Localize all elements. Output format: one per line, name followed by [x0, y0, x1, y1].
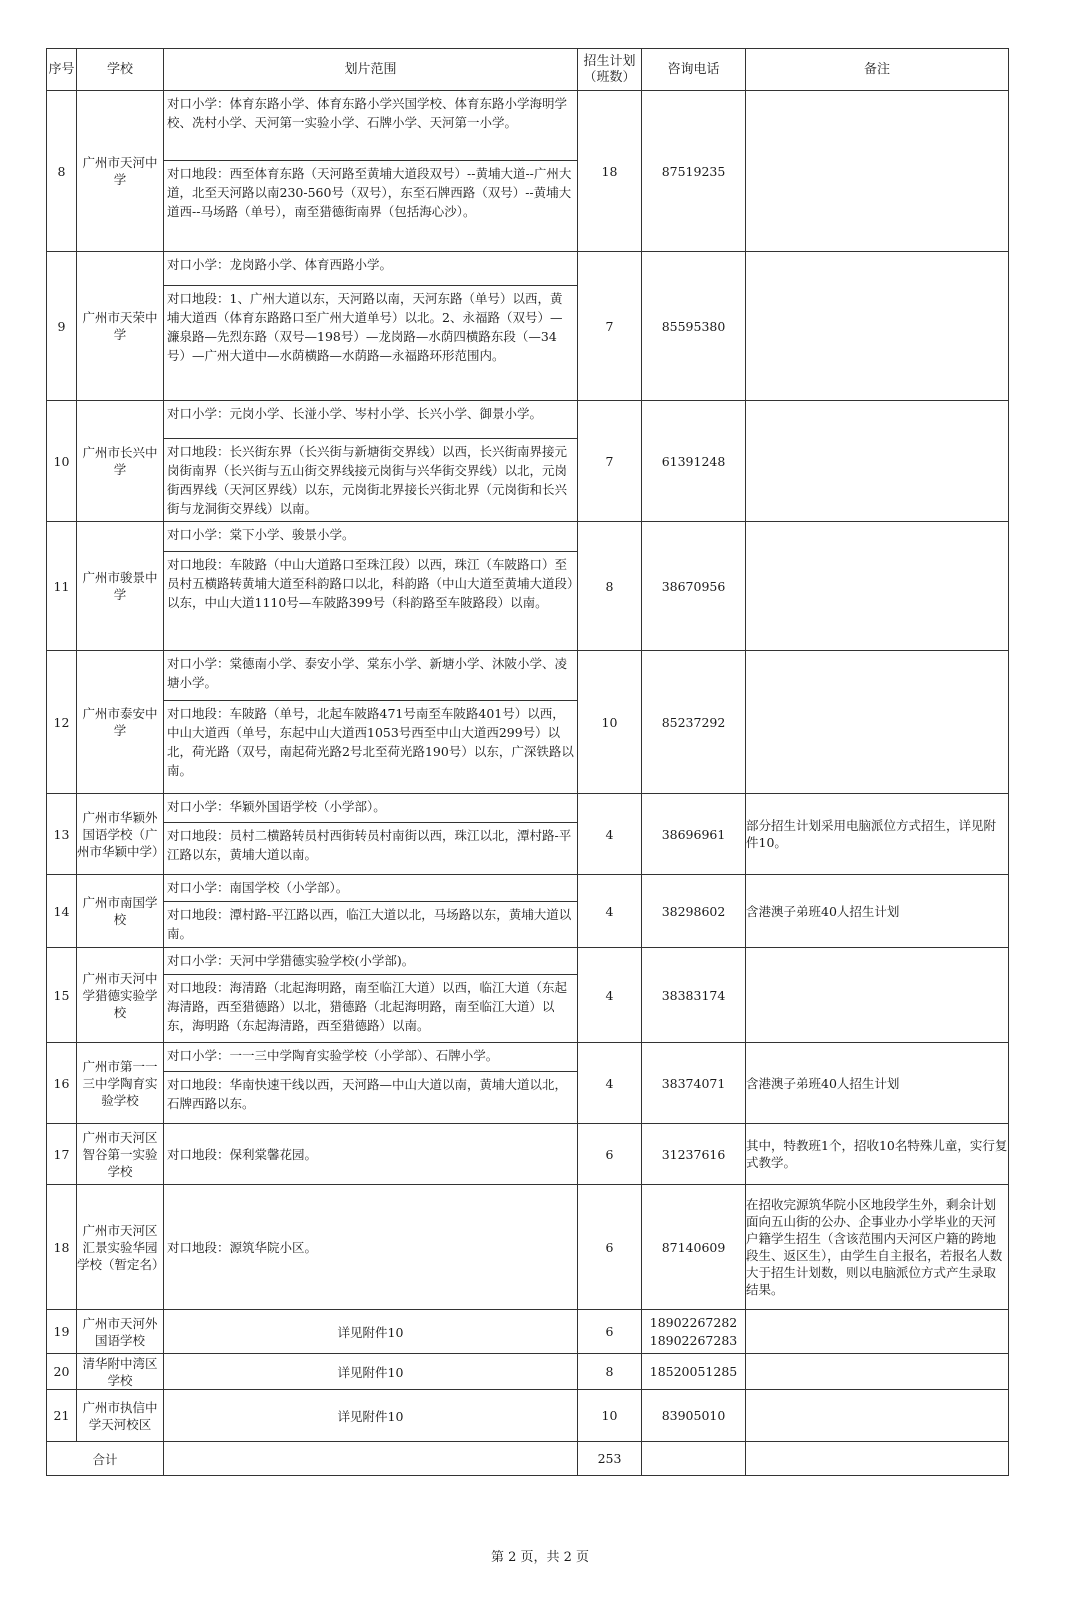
phone-number: 87140609 — [642, 1185, 746, 1310]
zone-cell — [164, 948, 578, 1043]
zone-area: 对口地段：保利棠馨花园。 — [167, 1146, 318, 1162]
zone-cell — [164, 1043, 578, 1124]
plan-count: 8 — [578, 522, 642, 651]
zone-cell — [164, 794, 578, 875]
row-number: 14 — [47, 875, 77, 948]
phone-number: 38670956 — [642, 522, 746, 651]
school-name: 清华附中湾区学校 — [77, 1354, 164, 1390]
notes-cell — [746, 252, 1009, 401]
school-name: 广州市骏景中学 — [77, 522, 164, 651]
notes-cell — [746, 522, 1009, 651]
zone-area: 对口地段：车陂路（单号，北起车陂路471号南至车陂路401号）以西，中山大道西（单号，东起中山大道西1053号西至中山大道西299号）以北，荷光路（双号，南起荷光路2号北至荷光路190号）以东，广深铁路以南。 — [167, 706, 574, 778]
zone-schools: 对口小学：棠德南小学、泰安小学、棠东小学、新塘小学、沐陂小学、凌塘小学。 — [164, 651, 577, 701]
notes-cell — [746, 1390, 1009, 1442]
phone-cell — [642, 1390, 746, 1442]
school-name: 广州市天河区汇景实验华园学校（暂定名） — [77, 1185, 164, 1310]
zone-schools: 对口小学：棠下小学、骏景小学。 — [164, 522, 577, 552]
total-row — [47, 1442, 1009, 1476]
table-row — [47, 1354, 1009, 1390]
plan-count: 6 — [578, 1310, 642, 1354]
table-row — [47, 522, 1009, 651]
page-footer: 第 2 页，共 2 页 — [490, 1550, 590, 1565]
school-name: 广州市华颖外国语学校（广州市华颖中学） — [77, 794, 164, 875]
phone-number: 85237292 — [642, 651, 746, 794]
phone-number: 31237616 — [642, 1124, 746, 1185]
row-number: 11 — [47, 522, 77, 651]
table-row — [47, 1390, 1009, 1442]
table-row — [47, 401, 1009, 522]
notes-cell: 在招收完源筑华院小区地段学生外，剩余计划面向五山街的公办、企事业办小学毕业的天河户籍学生招生（含该范围内天河区户籍的跨地段生、返区生），由学生自主报名，若报名人数大于招生计划数，则以电脑派位方式产生录取结果。 — [746, 1185, 1009, 1310]
table-header-row — [47, 49, 1009, 91]
zone-cell — [164, 1124, 578, 1185]
phone-number: 38696961 — [642, 794, 746, 875]
plan-count: 10 — [578, 651, 642, 794]
phone-cell — [642, 1354, 746, 1390]
notes-cell — [746, 91, 1009, 252]
notes-cell: 部分招生计划采用电脑派位方式招生，详见附件10。 — [746, 794, 1009, 875]
row-number: 18 — [47, 1185, 77, 1310]
enrollment-table — [46, 48, 1009, 1476]
school-name: 广州市南国学校 — [77, 875, 164, 948]
zone-area: 对口地段：西至体育东路（天河路至黄埔大道段双号）--黄埔大道--广州大道，北至天河路以南230-560号（双号），东至石牌西路（双号）--黄埔大道西--马场路（单号），南至猎德街南界（包括海心沙）。 — [167, 166, 572, 219]
zone-area: 对口地段：员村二横路转员村西街转员村南街以西，珠江以北，潭村路-平江路以东，黄埔大道以南。 — [167, 828, 572, 863]
zone-cell — [164, 401, 578, 522]
zone-schools: 对口小学：天河中学猎德实验学校(小学部)。 — [164, 948, 577, 975]
header-zone: 划片范围 — [164, 49, 578, 91]
phone-cell — [642, 1310, 746, 1354]
plan-count: 4 — [578, 875, 642, 948]
zone-cell: 详见附件10 — [164, 1390, 578, 1442]
zone-area: 对口地段：海清路（北起海明路，南至临江大道）以西，临江大道（东起海清路，西至猎德路）以北，猎德路（北起海明路，南至临江大道）以东，海明路（东起海清路，西至猎德路）以南。 — [167, 980, 568, 1034]
zone-cell — [164, 252, 578, 401]
notes-cell: 含港澳子弟班40人招生计划 — [746, 1043, 1009, 1124]
zone-area: 对口地段：车陂路（中山大道路口至珠江段）以西，珠江（车陂路口）至员村五横路转黄埔大道至科韵路口以北，科韵路（中山大道至黄埔大道段）以东，中山大道1110号—车陂路399号（科韵路至车陂路段）以南。 — [167, 557, 574, 610]
plan-count: 7 — [578, 252, 642, 401]
zone-schools: 对口小学：体育东路小学、体育东路小学兴国学校、体育东路小学海明学校、冼村小学、天河第一实验小学、石牌小学、天河第一小学。 — [164, 91, 577, 161]
notes-cell — [746, 948, 1009, 1043]
school-name: 广州市天河外国语学校 — [77, 1310, 164, 1354]
zone-cell: 详见附件10 — [164, 1354, 578, 1390]
plan-count: 8 — [578, 1354, 642, 1390]
school-name: 广州市天河中学猎德实验学校 — [77, 948, 164, 1043]
zone-area: 对口地段：长兴街东界（长兴街与新塘街交界线）以西，长兴街南界接元岗街南界（长兴街与五山街交界线接元岗街与兴华街交界线）以北，元岗街西界线（天河区界线）以东，元岗街北界接长兴街北界（元岗街和长兴街与龙洞街交界线）以南。 — [167, 444, 568, 516]
table-row — [47, 948, 1009, 1043]
plan-count: 4 — [578, 1043, 642, 1124]
phone-number: 61391248 — [642, 401, 746, 522]
plan-count: 7 — [578, 401, 642, 522]
row-number: 20 — [47, 1354, 77, 1390]
school-name: 广州市天河区智谷第一实验学校 — [77, 1124, 164, 1185]
table-row — [47, 1124, 1009, 1185]
zone-schools: 对口小学：华颖外国语学校（小学部）。 — [164, 794, 577, 823]
plan-count: 6 — [578, 1185, 642, 1310]
row-number: 15 — [47, 948, 77, 1043]
phone-number: 18902267282 — [649, 1314, 738, 1330]
zone-cell: 详见附件10 — [164, 1310, 578, 1354]
zone-area: 对口地段：源筑华院小区。 — [167, 1239, 318, 1255]
table-row — [47, 1185, 1009, 1310]
school-name: 广州市天河中学 — [77, 91, 164, 252]
zone-schools: 对口小学：元岗小学、长湴小学、岑村小学、长兴小学、御景小学。 — [164, 401, 577, 439]
plan-count: 18 — [578, 91, 642, 252]
plan-count: 6 — [578, 1124, 642, 1185]
zone-schools: 对口小学：龙岗路小学、体育西路小学。 — [164, 252, 577, 286]
plan-count: 10 — [578, 1390, 642, 1442]
phone-number: 38298602 — [642, 875, 746, 948]
table-row — [47, 794, 1009, 875]
phone-number: 87519235 — [642, 91, 746, 252]
school-name: 广州市执信中学天河校区 — [77, 1390, 164, 1442]
header-no: 序号 — [47, 49, 77, 91]
total-plan: 253 — [578, 1442, 642, 1476]
zone-area: 对口地段：1、广州大道以东，天河路以南，天河东路（单号）以西，黄埔大道西（体育东路路口至广州大道单号）以北。2、永福路（双号）—濂泉路—先烈东路（双号—198号）—龙岗路—水荫四横路东段（—34号）—广州大道中—水荫横路—水荫路—永福路环形范围内。 — [167, 291, 563, 363]
zone-area: 对口地段：华南快速干线以西，天河路—中山大道以南，黄埔大道以北，石牌西路以东。 — [167, 1077, 568, 1112]
zone-cell — [164, 1185, 578, 1310]
school-name: 广州市天荣中学 — [77, 252, 164, 401]
phone-number: 38383174 — [642, 948, 746, 1043]
table-row — [47, 651, 1009, 794]
zone-cell — [164, 91, 578, 252]
table-row — [47, 1310, 1009, 1354]
table-row — [47, 252, 1009, 401]
row-number: 10 — [47, 401, 77, 522]
total-label: 合计 — [47, 1442, 164, 1476]
row-number: 12 — [47, 651, 77, 794]
plan-count: 4 — [578, 794, 642, 875]
notes-cell — [746, 651, 1009, 794]
row-number: 9 — [47, 252, 77, 401]
phone-number: 85595380 — [642, 252, 746, 401]
school-name: 广州市泰安中学 — [77, 651, 164, 794]
notes-cell: 含港澳子弟班40人招生计划 — [746, 875, 1009, 948]
row-number: 16 — [47, 1043, 77, 1124]
header-plan: 招生计划（班数） — [578, 49, 642, 91]
empty-cell — [164, 1442, 578, 1476]
row-number: 19 — [47, 1310, 77, 1354]
plan-count: 4 — [578, 948, 642, 1043]
table-row — [47, 1043, 1009, 1124]
notes-cell — [746, 1354, 1009, 1390]
notes-cell — [746, 401, 1009, 522]
zone-cell — [164, 651, 578, 794]
empty-cell — [642, 1442, 746, 1476]
table-row — [47, 91, 1009, 252]
phone-number: 18902267283 — [649, 1332, 738, 1348]
table-row — [47, 875, 1009, 948]
row-number: 8 — [47, 91, 77, 252]
zone-schools: 对口小学：南国学校（小学部）。 — [164, 875, 577, 902]
zone-cell — [164, 522, 578, 651]
row-number: 17 — [47, 1124, 77, 1185]
header-school: 学校 — [77, 49, 164, 91]
zone-cell — [164, 875, 578, 948]
row-number: 13 — [47, 794, 77, 875]
zone-area: 对口地段：潭村路-平江路以西，临江大道以北，马场路以东，黄埔大道以南。 — [167, 906, 572, 941]
row-number: 21 — [47, 1390, 77, 1442]
zone-schools: 对口小学：一一三中学陶育实验学校（小学部）、石牌小学。 — [164, 1043, 577, 1072]
phone-number: 38374071 — [642, 1043, 746, 1124]
school-name: 广州市长兴中学 — [77, 401, 164, 522]
header-notes: 备注 — [746, 49, 1009, 91]
notes-cell: 其中，特教班1个，招收10名特殊儿童，实行复式教学。 — [746, 1124, 1009, 1185]
school-name: 广州市第一一三中学陶育实验学校 — [77, 1043, 164, 1124]
phone-number: 83905010 — [661, 1407, 726, 1423]
phone-number: 18520051285 — [649, 1363, 738, 1379]
notes-cell — [746, 1310, 1009, 1354]
header-phone: 咨询电话 — [642, 49, 746, 91]
empty-cell — [746, 1442, 1009, 1476]
